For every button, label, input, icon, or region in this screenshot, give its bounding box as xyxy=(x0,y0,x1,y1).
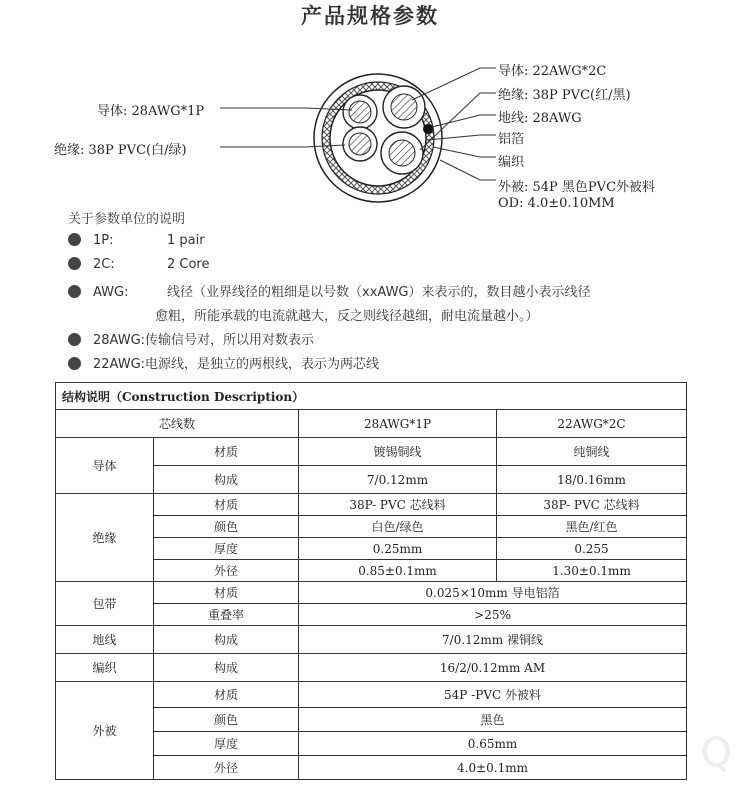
note-item xyxy=(68,233,205,248)
table-cell: 0.255 xyxy=(497,538,687,560)
table-cell: 厚度 xyxy=(154,538,299,560)
table-cell: 外径 xyxy=(154,756,299,780)
construction-table xyxy=(55,382,687,780)
table-cell: 1.30±0.1mm xyxy=(497,560,687,582)
table-cell: 颜色 xyxy=(154,516,299,538)
table-cell: 0.65mm xyxy=(299,732,687,756)
label-conductor-22awg: 导体: 22AWG*2C xyxy=(498,64,607,79)
table-cell: 颜色 xyxy=(154,708,299,732)
group-insulation: 绝缘 xyxy=(56,494,154,582)
note-item xyxy=(68,257,210,272)
table-cell: 构成 xyxy=(154,626,299,654)
bullet-icon xyxy=(68,357,81,370)
group-drain: 地线 xyxy=(56,626,154,654)
table-cell: >25% xyxy=(299,604,687,626)
table-cell: 外径 xyxy=(154,560,299,582)
table-cell: 黑色/红色 xyxy=(497,516,687,538)
note-key: 1P: xyxy=(93,233,114,248)
group-jacket: 外被 xyxy=(56,682,154,780)
group-braid: 编织 xyxy=(56,654,154,682)
label-drain-wire: 地线: 28AWG xyxy=(498,111,582,126)
note-key: 22AWG: xyxy=(93,357,146,372)
group-conductor: 导体 xyxy=(56,438,154,494)
drain-wire xyxy=(423,124,433,134)
label-braid: 编织 xyxy=(498,155,525,170)
note-item xyxy=(68,329,314,348)
note-value: 线径（业界线径的粗细是以号数（xxAWG）来表示的，数目越小表示线径 xyxy=(167,285,591,300)
note-item xyxy=(68,281,591,300)
note-value: 传输信号对，所以用对数表示 xyxy=(145,333,315,348)
table-cell: 白色/绿色 xyxy=(299,516,497,538)
header-22awg: 22AWG*2C xyxy=(497,410,687,438)
table-cell: 纯铜线 xyxy=(497,438,687,466)
table-cell: 重叠率 xyxy=(154,604,299,626)
table-cell: 4.0±0.1mm xyxy=(299,756,687,780)
table-cell: 0.025×10mm 导电铝箔 xyxy=(299,582,687,604)
note-key: 28AWG: xyxy=(93,333,146,348)
table-cell: 厚度 xyxy=(154,732,299,756)
table-cell: 构成 xyxy=(154,654,299,682)
note-item xyxy=(68,353,379,372)
table-cell: 16/2/0.12mm AM xyxy=(299,654,687,682)
bullet-icon xyxy=(68,333,81,346)
page-title: 产品规格参数 xyxy=(301,3,439,28)
watermark: Q xyxy=(700,730,732,776)
table-cell: 镀锡铜线 xyxy=(299,438,497,466)
table-cell: 材质 xyxy=(154,494,299,516)
table-cell: 54P -PVC 外被料 xyxy=(299,682,687,708)
bullet-icon xyxy=(68,233,81,246)
table-cell: 18/0.16mm xyxy=(497,466,687,494)
bullet-icon xyxy=(68,257,81,270)
table-caption: 结构说明（Construction Description） xyxy=(56,383,687,410)
note-key: AWG: xyxy=(93,285,129,300)
header-core-count: 芯线数 xyxy=(56,410,299,438)
table-cell: 材质 xyxy=(154,682,299,708)
table-cell: 7/0.12mm xyxy=(299,466,497,494)
bullet-icon xyxy=(68,285,81,298)
group-tape: 包带 xyxy=(56,582,154,626)
note-value-continued: 愈粗，所能承载的电流就越大，反之则线径越细，耐电流量越小。） xyxy=(155,309,539,324)
label-insulation-28awg: 绝缘: 38P PVC(白/绿) xyxy=(54,143,187,158)
label-insulation-22awg: 绝缘: 38P PVC(红/黑) xyxy=(498,88,631,103)
table-cell: 材质 xyxy=(154,438,299,466)
label-conductor-28awg: 导体: 28AWG*1P xyxy=(97,104,205,119)
note-value: 电源线，是独立的两根线，表示为两芯线 xyxy=(145,357,380,372)
table-cell: 38P- PVC 芯线料 xyxy=(299,494,497,516)
table-cell: 38P- PVC 芯线料 xyxy=(497,494,687,516)
table-cell: 7/0.12mm 裸铜线 xyxy=(299,626,687,654)
label-foil: 铝箔 xyxy=(498,132,525,147)
note-value: 2 Core xyxy=(167,257,210,272)
label-od: OD: 4.0±0.10MM xyxy=(498,196,615,211)
table-cell: 构成 xyxy=(154,466,299,494)
table-cell: 0.25mm xyxy=(299,538,497,560)
note-key: 2C: xyxy=(93,257,115,272)
label-jacket: 外被: 54P 黑色PVC外被料 xyxy=(498,180,656,195)
table-cell: 0.85±0.1mm xyxy=(299,560,497,582)
notes-heading: 关于参数单位的说明 xyxy=(68,212,186,227)
note-value: 1 pair xyxy=(167,233,205,248)
header-28awg: 28AWG*1P xyxy=(299,410,497,438)
table-cell: 材质 xyxy=(154,582,299,604)
table-cell: 黑色 xyxy=(299,708,687,732)
